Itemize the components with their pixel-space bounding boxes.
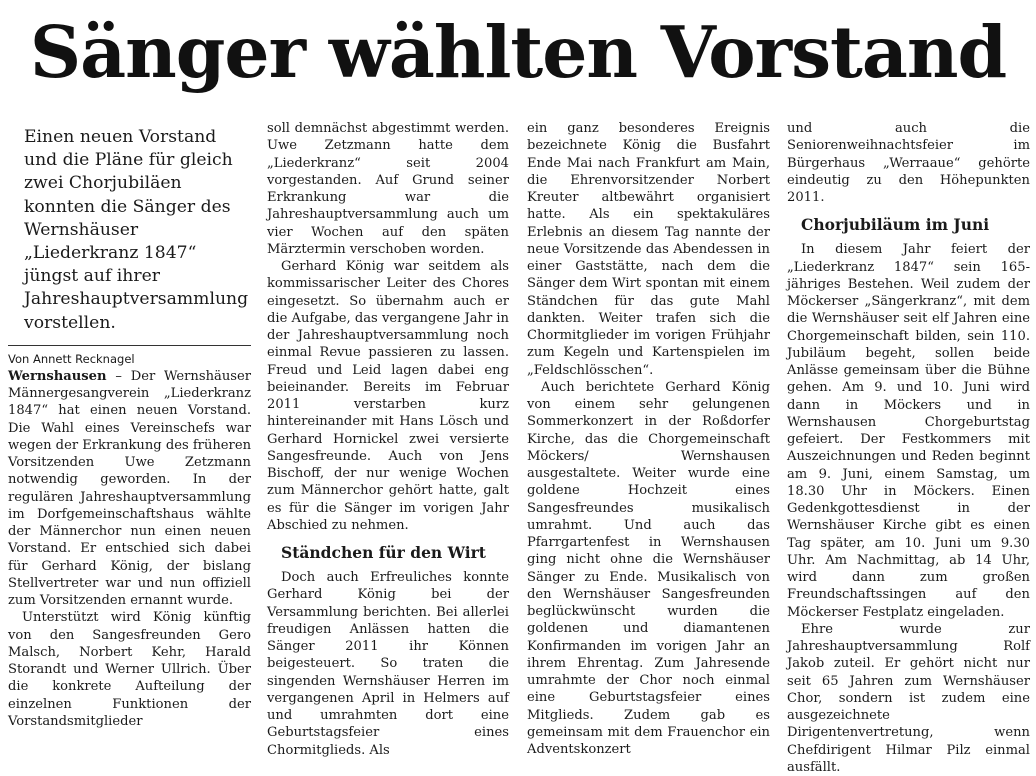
author-byline: Von Annett Recknagel — [8, 351, 135, 366]
body-paragraph: ein ganz besonderes Ereignis bezeichnete König die Busfahrt Ende Mai nach Frankfurt am Main, die Ehrenvorsitzender Norbert Kreuter altbewährt organisiert hatte. Als ein spektakuläres Erlebnis an diesem Tag nannte der neue Vorsitzende das Abendessen in einer Gaststätte, nach dem die Sänger dem Wirt spontan mit einem Ständchen für das gute Mahl dankten. Weiter trafen sich die Chormitglieder im vorigen Frühjahr zum Kegeln und Kartenspielen im „Feldschlösschen“. — [527, 121, 770, 378]
article-column-4 — [787, 120, 1030, 775]
dateline: Wernshausen — [8, 368, 107, 384]
body-paragraph: und auch die Seniorenweihnachtsfeier im Bürgerhaus „Werraaue“ gehörte eindeutig zu den Höhepunkten 2011. — [787, 121, 1030, 205]
headline: Sänger wählten Vorstand — [29, 10, 1007, 94]
body-paragraph: In diesem Jahr feiert der „Liederkranz 1847“ sein 165-jähriges Bestehen. Weil zudem der Möckerser „Sängerkranz“, mit dem die Wernshäuser seit elf Jahren eine Chorgemeinschaft bilden, sein 110. Jubiläum begeht, sollen beide Anlässe gemeinsam über die Bühne gehen. Am 9. und 10. Juni wird dann in Möckers und in Wernshausen Chorgeburtstag gefeiert. Der Festkommers mit Auszeichnungen und Reden beginnt am 9. Juni, einem Samstag, um 18.30 Uhr in Möckers. Einen Gedenkgottesdienst in der Wernshäuser Kirche gibt es einen Tag später, am 10. Juni um 9.30 Uhr. Am Nachmittag, ab 14 Uhr, wird dann zum großen Freundschaftssingen auf den Möckerser Festplatz eingeladen. — [787, 242, 1030, 620]
body-paragraph — [8, 368, 251, 610]
body-paragraph: Ehre wurde zur Jahreshauptversammlung Rolf Jakob zuteil. Er gehört nicht nur seit 65 Jahren zum Wernshäuser Chor, sondern ist zudem eine ausgezeichnete Dirigentenvertretung, wenn Chefdirigent Hilmar Pilz einmal ausfällt. — [787, 621, 1030, 775]
body-paragraph: Unterstützt wird König künftig von den Sangesfreunden Gero Malsch, Norbert Kehr, Harald Storandt und Werner Ullrich. Über die konkrete Aufteilung der einzelnen Funktionen der Vorstandsmitglieder — [8, 610, 251, 729]
article-column-3 — [527, 120, 770, 757]
divider-rule — [8, 345, 251, 346]
subheading: Chorjubiläum im Juni — [801, 215, 990, 235]
lead-paragraph: Einen neuen Vorstand und die Pläne für gleich zwei Chorjubiläen konnten die Sänger des Wernshäuser „Liederkranz 1847“ jüngst auf ihrer Jahreshauptversammlung vorstellen. — [24, 127, 249, 333]
body-paragraph: soll demnächst abgestimmt werden. Uwe Zetzmann hatte dem „Liederkranz“ seit 2004 vorgestanden. Auf Grund seiner Erkrankung war die Jahreshauptversammlung auch um vier Wochen auf den späten Märztermin verschoben worden. — [267, 121, 509, 257]
article-column-2 — [267, 120, 509, 758]
article-column-1 — [8, 120, 252, 729]
body-paragraph: Gerhard König war seitdem als kommissarischer Leiter des Chores eingesetzt. So übernahm auch er die Aufgabe, das vergangene Jahr in der Jahreshauptversammlung noch einmal Revue passieren zu lassen. Freud und Leid lagen dabei eng beieinander. Bereits im Februar 2011 verstarben kurz hintereinander mit Hans Lösch und Gerhard Hornickel zwei versierte Sangesfreunde. Auch von Jens Bischoff, der nur wenige Wochen zum Männerchor gehört hatte, galt es für die Sänger im vorigen Jahr Abschied zu nehmen. — [267, 259, 509, 533]
subheading: Ständchen für den Wirt — [281, 543, 486, 562]
body-text: – Der Wernshäuser Männergesangverein „Liederkranz 1847“ hat einen neuen Vorstand. Die Wahl eines Vereinschefs war wegen der Erkrankung des früheren Vorsitzenden Uwe Zetzmann notwendig geworden. In der regulären Jahreshauptversammlung im Dorfgemeinschaftshaus wählte der Männerchor nun einen neuen Vorstand. Er entschied sich dabei für Gerhard König, der bislang Stellvertreter war und nun offiziell zum Vorsitzenden ernannt wurde. — [8, 368, 252, 609]
body-paragraph: Auch berichtete Gerhard König von einem sehr gelungenen Sommerkonzert in der Roßdorfer Kirche, das die Chorgemeinschaft Möckers/ Wernshausen ausgestaltete. Weiter wurde eine goldene Hochzeit eines Sangesfreundes musikalisch umrahmt. Und auch das Pfarrgartenfest in Wernshausen ging nicht ohne die Wernshäuser Sänger zu Ende. Musikalisch von den Wernshäuser Sangesfreunden beglückwünscht wurden die goldenen und diamantenen Konfirmanden im vorigen Jahr an ihrem Ehrentag. Zum Jahresende umrahmte der Chor noch einmal eine Geburtstagsfeier eines Mitglieds. Zudem gab es gemeinsam mit dem Frauenchor ein Adventskonzert — [527, 379, 770, 757]
body-paragraph: Doch auch Erfreuliches konnte Gerhard König bei der Versammlung berichten. Bei allerlei freudigen Anlässen hatten die Sänger 2011 ihr Können beigesteuert. So traten die singenden Wernshäuser Herren im vergangenen April in Helmers auf und umrahmten dort eine Geburtstagsfeier eines Chormitglieds. Als — [267, 570, 509, 758]
